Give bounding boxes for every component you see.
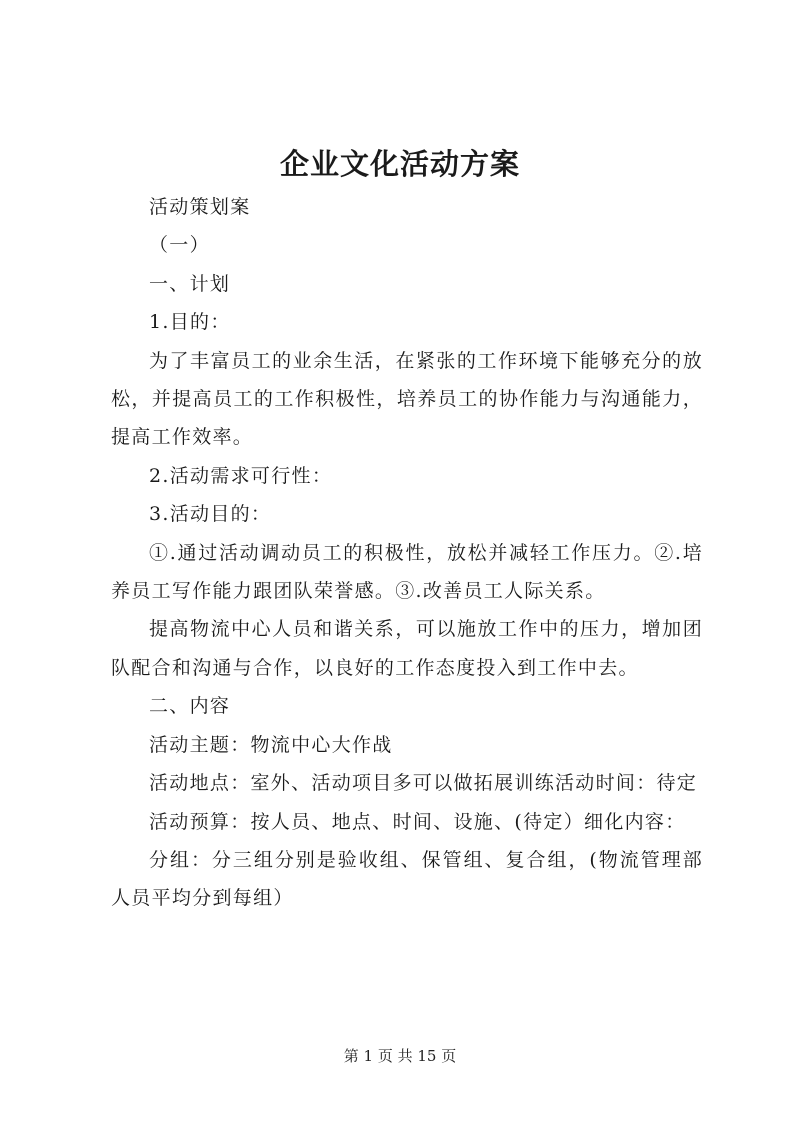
paragraph: 活动地点：室外、活动项目多可以做拓展训练活动时间：待定: [149, 772, 698, 795]
paragraph: 为了丰富员工的业余生活，在紧张的工作环境下能够充分的放松，并提高员工的工作积极性，培养员工的协作能力与沟通能力，提高工作效率。: [111, 349, 703, 449]
paragraph: 活动预算：按人员、地点、时间、设施、(待定）细化内容：: [149, 810, 686, 833]
paragraph: 3.活动目的：: [149, 503, 272, 526]
paragraph: 活动主题：物流中心大作战: [149, 733, 393, 756]
paragraph: 二、内容: [149, 695, 231, 718]
paragraph: ①.通过活动调动员工的积极性，放松并减轻工作压力。②.培养员工写作能力跟团队荣誉感。③.改善员工人际关系。: [111, 541, 703, 603]
paragraph: 1.目的：: [149, 311, 231, 334]
document-body: [111, 188, 703, 918]
paragraph: 一、计划: [149, 272, 231, 295]
document-title: 企业文化活动方案: [279, 147, 520, 181]
paragraph: （一）: [149, 234, 210, 257]
paragraph: 提高物流中心人员和谐关系，可以施放工作中的压力，增加团队配合和沟通与合作，以良好的工作态度投入到工作中去。: [111, 618, 703, 679]
paragraph: 2.活动需求可行性：: [149, 464, 333, 487]
page-number-footer: 第 1 页 共 15 页: [343, 1047, 457, 1065]
paragraph: 活动策划案: [149, 196, 251, 218]
paragraph: 分组：分三组分别是验收组、保管组、复合组，(物流管理部人员平均分到每组）: [111, 848, 703, 910]
